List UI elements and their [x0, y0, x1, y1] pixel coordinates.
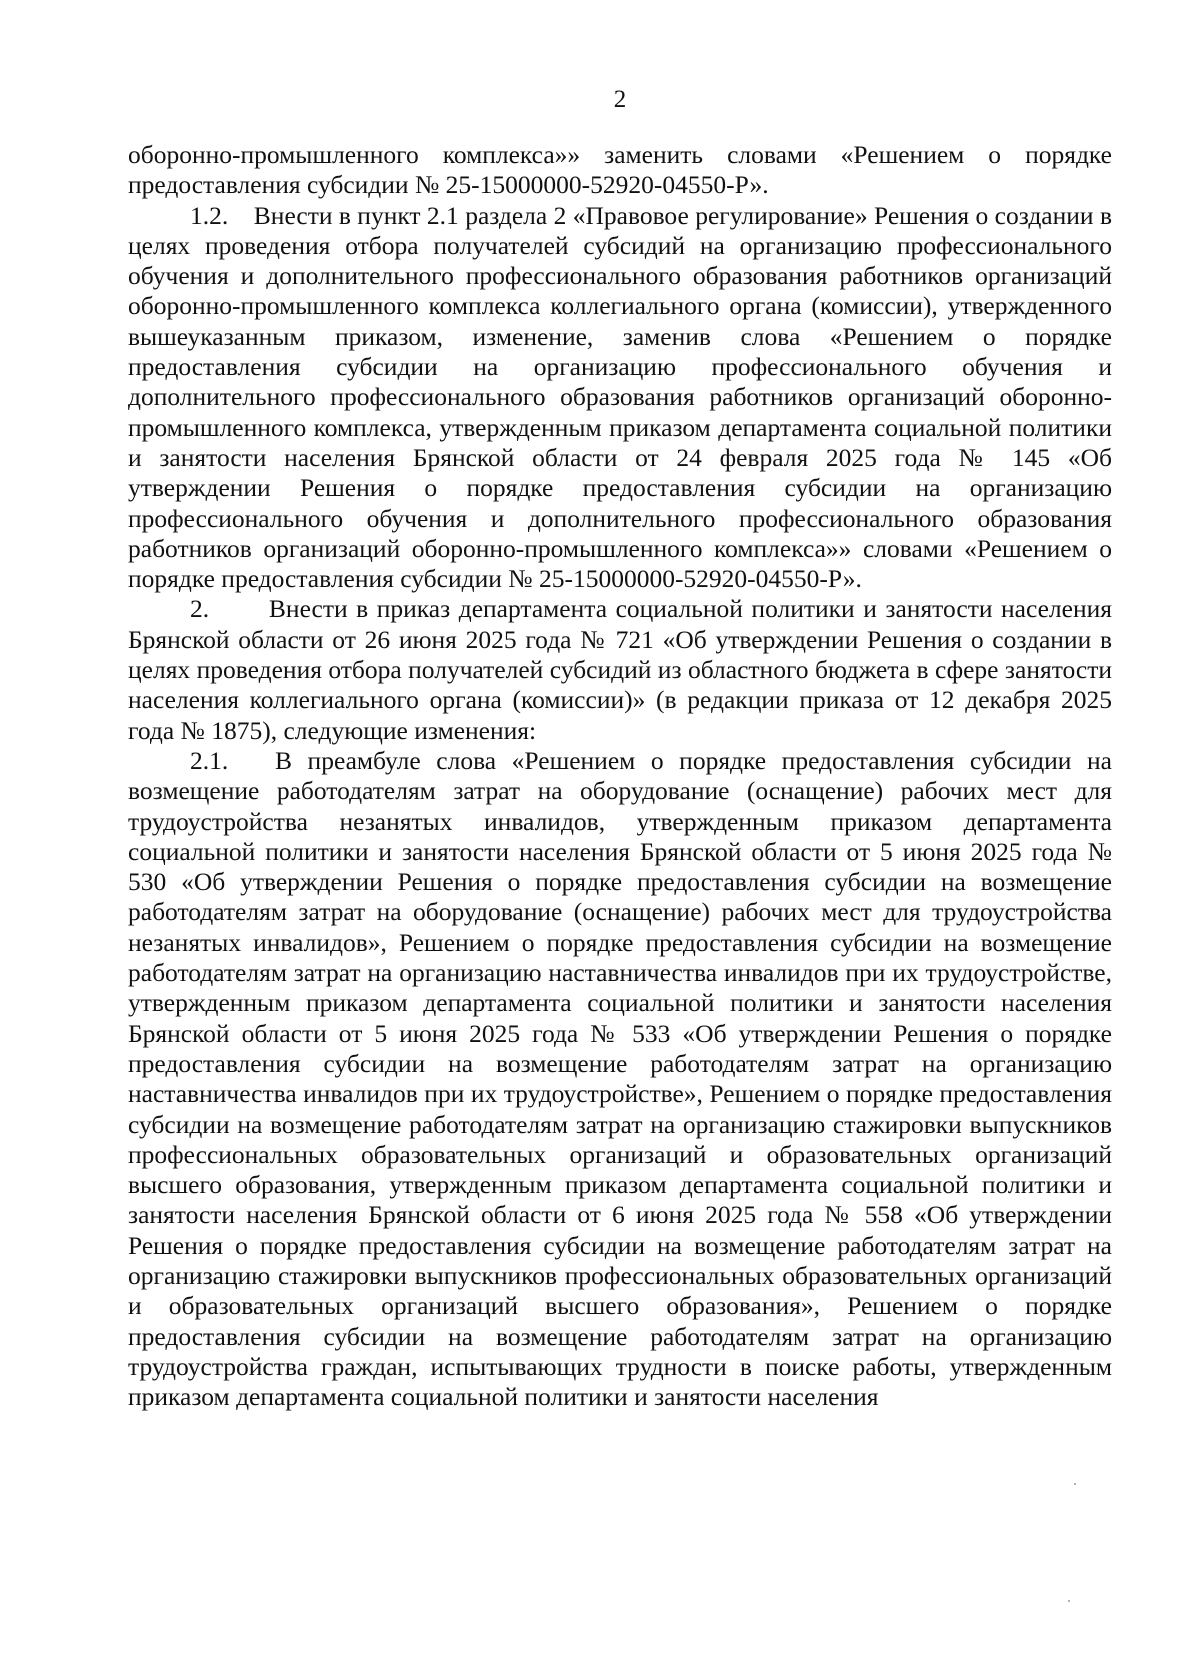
paragraph-continuation: оборонно-промышленного комплекса»» заменить словами «Решением о порядке предоставления субсидии № 25-15000000-52920-04550-Р».	[128, 140, 1112, 200]
scan-speck	[1074, 1483, 1076, 1485]
paragraph-item-1-2: 1.2. Внести в пункт 2.1 раздела 2 «Правовое регулирование» Решения о создании в целях проведения отбора получателей субсидий на организацию профессионального обучения и дополнительного профессионального образования работников организаций оборонно-промышленного комплекса коллегиального органа (комиссии), утвержденного вышеуказанным приказом, изменение, заменив слова «Решением о порядке предоставления субсидии на организацию профессионального обучения и дополнительного профессионального образования работников организаций оборонно-промышленного комплекса, утвержденным приказом департамента социальной политики и занятости населения Брянской области от 24 февраля 2025 года № 145 «Об утверждении Решения о порядке предоставления субсидии на организацию профессионального обучения и дополнительного профессионального образования работников организаций оборонно-промышленного комплекса»» словами «Решением о порядке предоставления субсидии № 25-15000000-52920-04550-Р».	[128, 200, 1112, 594]
scan-speck	[1068, 1600, 1070, 1602]
paragraph-item-2: 2. Внести в приказ департамента социальной политики и занятости населения Брянской области от 26 июня 2025 года № 721 «Об утверждении Решения о создании в целях проведения отбора получателей субсидий из областного бюджета в сфере занятости населения коллегиального органа (комиссии)» (в редакции приказа от 12 декабря 2025 года № 1875), следующие изменения:	[128, 594, 1112, 745]
document-body	[128, 140, 1112, 1412]
page-number: 2	[613, 86, 627, 113]
paragraph-item-2-1: 2.1. В преамбуле слова «Решением о порядке предоставления субсидии на возмещение работодателям затрат на оборудование (оснащение) рабочих мест для трудоустройства незанятых инвалидов, утвержденным приказом департамента социальной политики и занятости населения Брянской области от 5 июня 2025 года № 530 «Об утверждении Решения о порядке предоставления субсидии на возмещение работодателям затрат на оборудование (оснащение) рабочих мест для трудоустройства незанятых инвалидов», Решением о порядке предоставления субсидии на возмещение работодателям затрат на организацию наставничества инвалидов при их трудоустройстве, утвержденным приказом департамента социальной политики и занятости населения Брянской области от 5 июня 2025 года № 533 «Об утверждении Решения о порядке предоставления субсидии на возмещение работодателям затрат на организацию наставничества инвалидов при их трудоустройстве», Решением о порядке предоставления субсидии на возмещение работодателям затрат на организацию стажировки выпускников профессиональных образовательных организаций и образовательных организаций высшего образования, утвержденным приказом департамента социальной политики и занятости населения Брянской области от 6 июня 2025 года № 558 «Об утверждении Решения о порядке предоставления субсидии на возмещение работодателям затрат на организацию стажировки выпускников профессиональных образовательных организаций и образовательных организаций высшего образования», Решением о порядке предоставления субсидии на возмещение работодателям затрат на организацию трудоустройства граждан, испытывающих трудности в поиске работы, утвержденным приказом департамента социальной политики и занятости населения	[128, 745, 1112, 1412]
